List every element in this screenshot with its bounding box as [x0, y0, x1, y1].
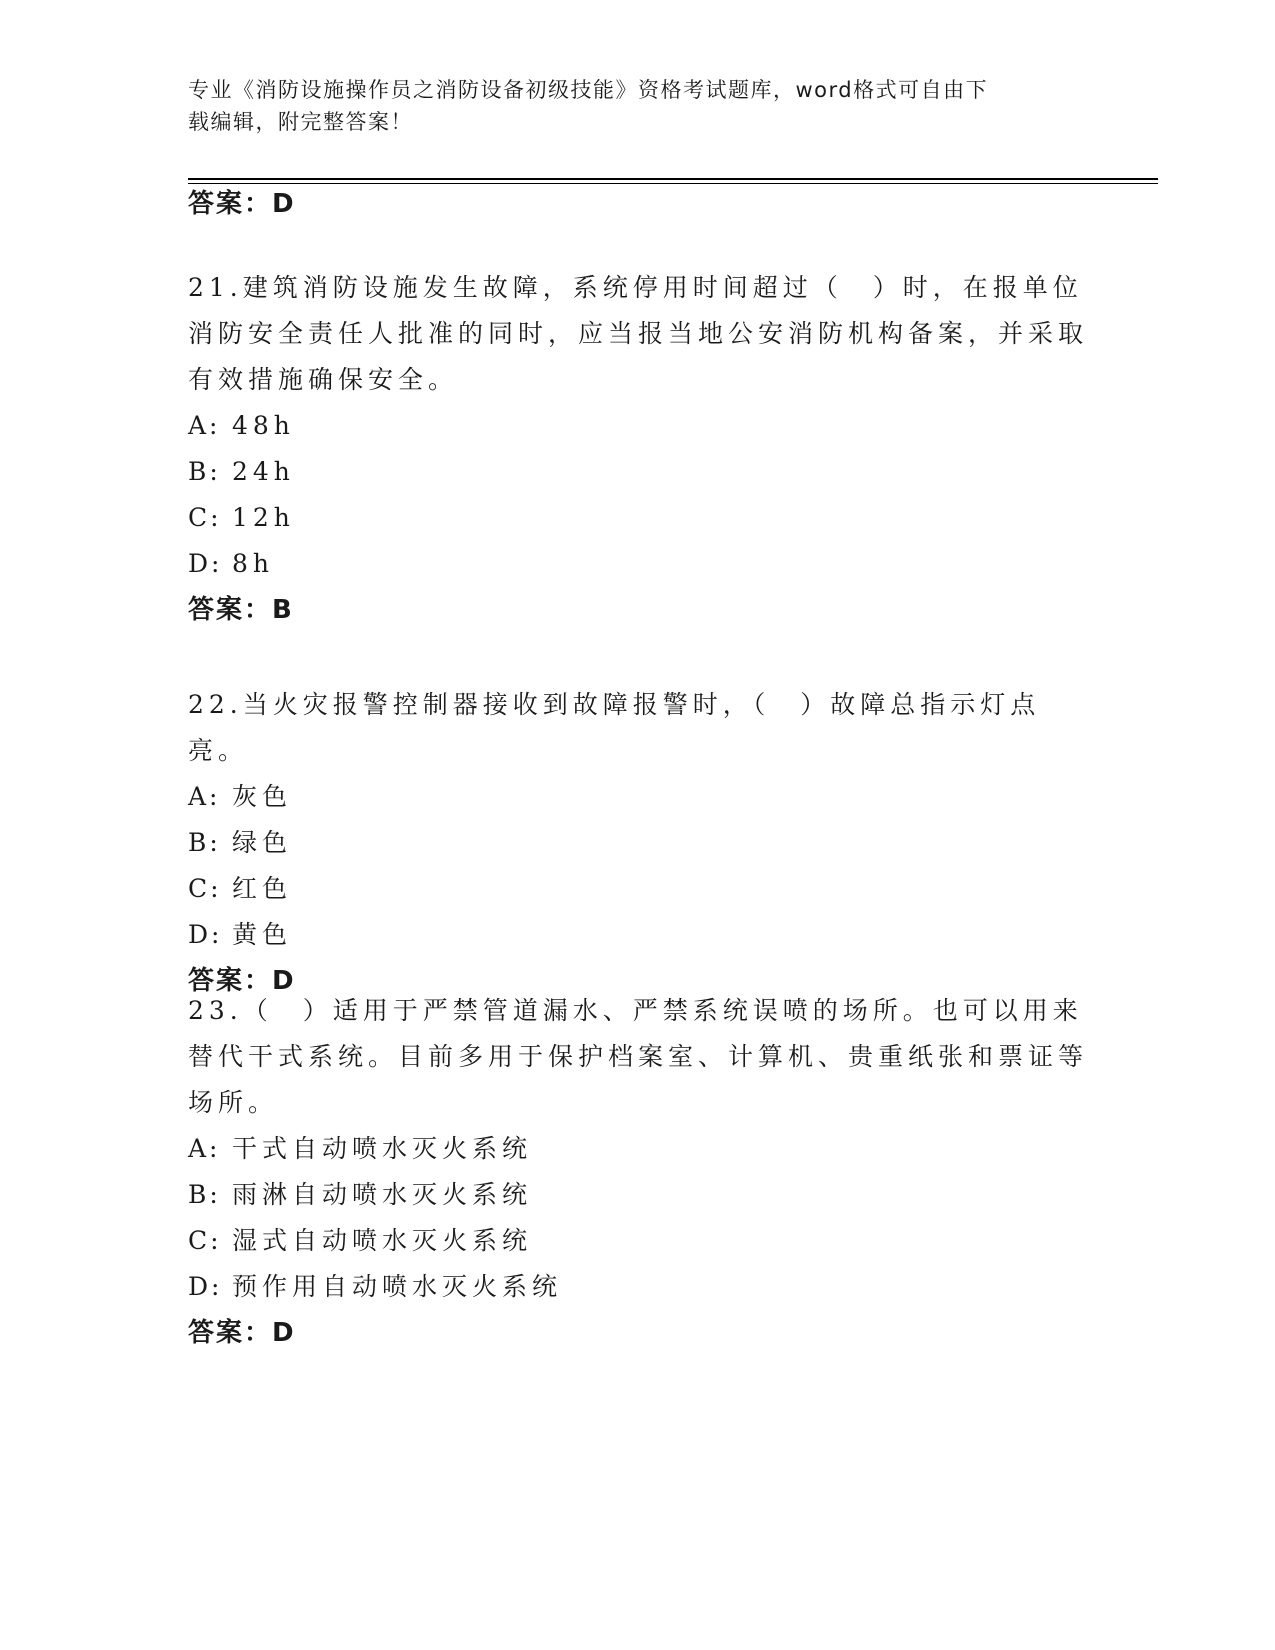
option-label: B:	[188, 1180, 221, 1209]
question-23	[188, 988, 1088, 1356]
option-label: A:	[188, 782, 221, 811]
question-stem: 22.当火灾报警控制器接收到故障报警时，（ ）故障总指示灯点亮。	[188, 690, 1041, 765]
option-d	[188, 541, 1088, 587]
option-b	[188, 449, 1088, 495]
option-label: B:	[188, 457, 221, 486]
option-label: D:	[188, 1272, 223, 1301]
option-d	[188, 1264, 1088, 1310]
option-text: 黄色	[232, 920, 293, 949]
option-text: 24h	[232, 457, 295, 486]
question-stem: 21.建筑消防设施发生故障，系统停用时间超过（ ）时，在报单位消防安全责任人批准的同时，应当报当地公安消防机构备案，并采取有效措施确保安全。	[188, 273, 1089, 394]
question-22	[188, 682, 1088, 1004]
option-label: C:	[188, 1226, 222, 1255]
option-label: B:	[188, 828, 221, 857]
option-c	[188, 1218, 1088, 1264]
option-d	[188, 912, 1088, 958]
option-b	[188, 820, 1088, 866]
previous-answer: 答案：D	[188, 189, 296, 219]
option-label: D:	[188, 549, 223, 578]
option-a	[188, 403, 1088, 449]
page-header	[188, 74, 1068, 138]
option-text: 雨淋自动喷水灭火系统	[232, 1180, 533, 1209]
answer-line: 答案：B	[188, 595, 294, 625]
header-divider-thick	[188, 178, 1158, 180]
option-label: C:	[188, 503, 222, 532]
question-21	[188, 265, 1088, 633]
option-label: A:	[188, 1134, 221, 1163]
option-text: 预作用自动喷水灭火系统	[232, 1272, 563, 1301]
header-line-1: 专业《消防设施操作员之消防设备初级技能》资格考试题库，word格式可自由下	[188, 78, 989, 102]
header-line-2: 载编辑，附完整答案！	[188, 110, 413, 134]
option-label: A:	[188, 411, 221, 440]
option-a	[188, 1126, 1088, 1172]
answer-line: 答案：D	[188, 966, 296, 996]
option-text: 红色	[232, 874, 293, 903]
option-text: 灰色	[232, 782, 293, 811]
option-c	[188, 866, 1088, 912]
option-text: 8h	[232, 549, 275, 578]
option-text: 绿色	[232, 828, 293, 857]
header-divider-thin	[188, 183, 1158, 184]
option-text: 48h	[232, 411, 295, 440]
option-text: 12h	[232, 503, 295, 532]
option-label: C:	[188, 874, 222, 903]
answer-line: 答案：D	[188, 1318, 296, 1348]
option-label: D:	[188, 920, 223, 949]
option-c	[188, 495, 1088, 541]
question-stem: 23.（ ）适用于严禁管道漏水、严禁系统误喷的场所。也可以用来替代干式系统。目前多用于保护档案室、计算机、贵重纸张和票证等场所。	[188, 996, 1089, 1117]
option-text: 湿式自动喷水灭火系统	[232, 1226, 533, 1255]
option-a	[188, 774, 1088, 820]
option-b	[188, 1172, 1088, 1218]
option-text: 干式自动喷水灭火系统	[232, 1134, 533, 1163]
